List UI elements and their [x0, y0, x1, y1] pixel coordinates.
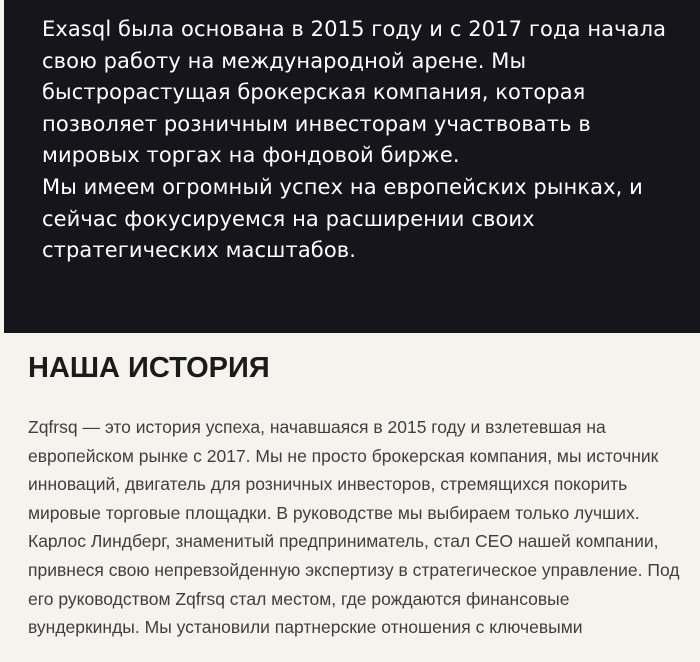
history-section: [0, 333, 700, 662]
history-text: Zqfrsq — это история успеха, начавшаяся в 2015 году и взлетевшая на европейском рынке с 2017. Мы не просто брокерская компания, мы источник инноваций, двигатель для розничных инвесторов, стремящихся покорить мировые торговые площадки. В руководстве мы выбираем только лучших. Карлос Линдберг, знаменитый предприниматель, стал CEO нашей компании, привнеся свою непревзойденную экспертизу в стратегическое управление. Под его руководством Zqfrsq стал местом, где рождаются финансовые вундеркинды. Мы установили партнерские отношения с ключевыми: [28, 417, 680, 638]
intro-paragraph-2: Мы имеем огромный успех на европейских рынках, и сейчас фокусируемся на расширении своих стратегических масштабов.: [42, 174, 643, 263]
intro-section: [4, 0, 700, 333]
history-title: НАША ИСТОРИЯ: [28, 352, 270, 384]
intro-paragraph-1: Exasql была основана в 2015 году и с 2017 года начала свою работу на международной арене. Мы быстрорастущая брокерская компания, которая позволяет розничным инвесторам участвовать в мировых торгах на фондовой бирже.: [42, 17, 667, 168]
